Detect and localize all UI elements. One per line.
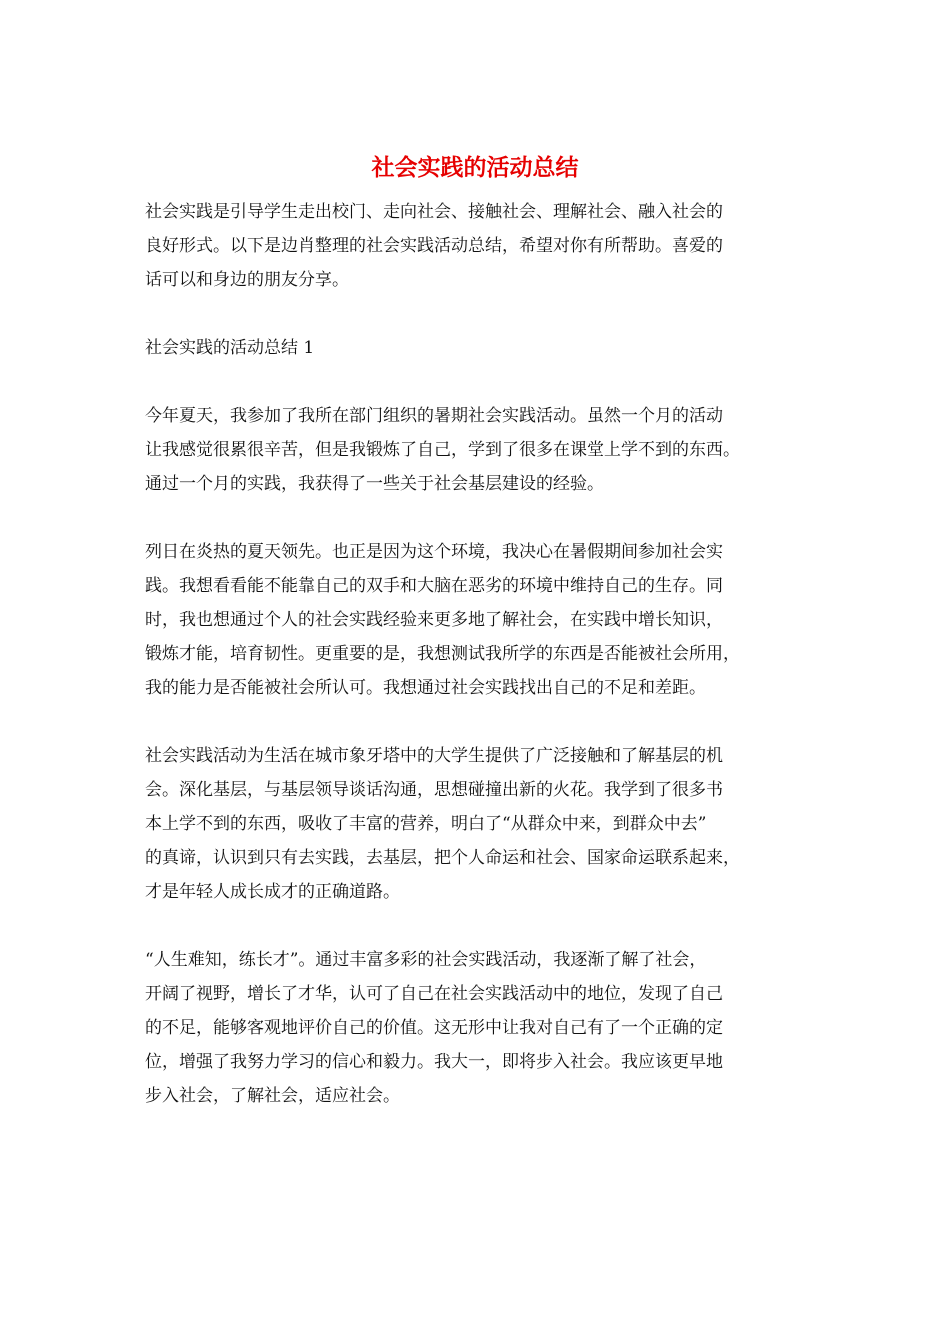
text-line: 通过一个月的实践，我获得了一些关于社会基层建设的经验。 <box>145 474 604 494</box>
text-line: 话可以和身边的朋友分享。 <box>145 270 349 290</box>
paragraph <box>145 739 805 909</box>
text-line: 步入社会，了解社会，适应社会。 <box>145 1086 400 1106</box>
text-line: 开阔了视野，增长了才华，认可了自己在社会实践活动中的地位，发现了自己 <box>145 984 723 1004</box>
paragraph <box>145 943 805 1113</box>
paragraph <box>145 195 805 297</box>
text-line: 本上学不到的东西，吸收了丰富的营养，明白了“从群众中来，到群众中去” <box>145 814 707 834</box>
text-line: 的真谛，认识到只有去实践，去基层，把个人命运和社会、国家命运联系起来， <box>145 848 740 868</box>
text-line: 时，我也想通过个人的社会实践经验来更多地了解社会，在实践中增长知识， <box>145 610 723 630</box>
text-line: 良好形式。以下是边肖整理的社会实践活动总结，希望对你有所帮助。喜爱的 <box>145 236 723 256</box>
text-line: 锻炼才能，培育韧性。更重要的是，我想测试我所学的东西是否能被社会所用， <box>145 644 740 664</box>
text-line: 社会实践活动为生活在城市象牙塔中的大学生提供了广泛接触和了解基层的机 <box>145 746 723 766</box>
text-line: 会。深化基层，与基层领导谈话沟通，思想碰撞出新的火花。我学到了很多书 <box>145 780 723 800</box>
paragraph <box>145 535 805 705</box>
text-line: “人生难知，练长才”。通过丰富多彩的社会实践活动，我逐渐了解了社会， <box>145 950 707 970</box>
paragraph <box>145 399 805 501</box>
section-heading <box>145 331 805 365</box>
text-line: 践。我想看看能不能靠自己的双手和大脑在恶劣的环境中维持自己的生存。同 <box>145 576 723 596</box>
text-line: 的不足，能够客观地评价自己的价值。这无形中让我对自己有了一个正确的定 <box>145 1018 723 1038</box>
text-line: 才是年轻人成长成才的正确道路。 <box>145 882 400 902</box>
text-line: 列日在炎热的夏天领先。也正是因为这个环境，我决心在暑假期间参加社会实 <box>145 542 723 562</box>
text-line: 社会实践的活动总结 1 <box>145 338 315 358</box>
text-line: 今年夏天，我参加了我所在部门组织的暑期社会实践活动。虽然一个月的活动 <box>145 406 723 426</box>
text-line: 位，增强了我努力学习的信心和毅力。我大一，即将步入社会。我应该更早地 <box>145 1052 723 1072</box>
text-line: 我的能力是否能被社会所认可。我想通过社会实践找出自己的不足和差距。 <box>145 678 706 698</box>
document-body <box>145 195 805 1113</box>
text-line: 社会实践是引导学生走出校门、走向社会、接触社会、理解社会、融入社会的 <box>145 202 723 222</box>
document-title: 社会实践的活动总结 <box>371 154 579 181</box>
text-line: 让我感觉很累很辛苦，但是我锻炼了自己，学到了很多在课堂上学不到的东西。 <box>145 440 740 460</box>
